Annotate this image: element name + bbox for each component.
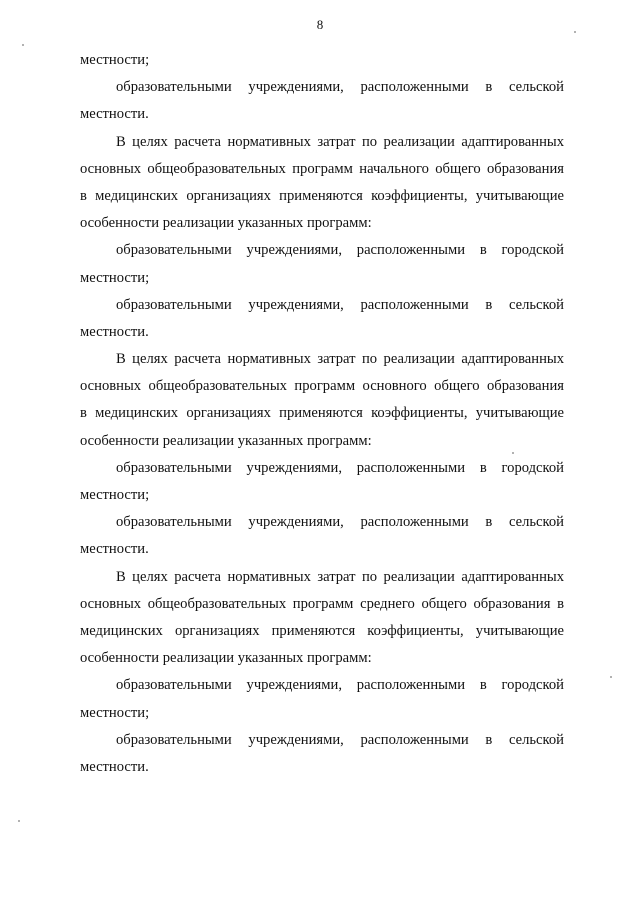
text-line: в медицинских организациях применяются коэффициенты, учитывающие xyxy=(80,187,564,204)
text-line: образовательными учреждениями, расположенными в городской xyxy=(116,242,564,259)
text-line: основных общеобразовательных программ начального общего образования xyxy=(80,160,564,177)
text-line: медицинских организациях применяются коэффициенты, учитывающие xyxy=(80,622,564,639)
text-line: особенности реализации указанных программ: xyxy=(80,650,372,667)
scan-speck xyxy=(18,820,20,822)
text-line: основных общеобразовательных программ основного общего образования xyxy=(80,378,564,395)
text-line: образовательными учреждениями, расположенными в сельской xyxy=(116,514,564,531)
text-line: образовательными учреждениями, расположенными в сельской xyxy=(116,731,564,748)
text-line: образовательными учреждениями, расположенными в сельской xyxy=(116,296,564,313)
text-line: местности; xyxy=(80,52,150,68)
text-line: местности; xyxy=(80,487,150,503)
text-line: местности; xyxy=(80,269,150,286)
document-body xyxy=(80,47,564,781)
text-line: В целях расчета нормативных затрат по реализации адаптированных xyxy=(116,568,564,585)
text-line: местности; xyxy=(80,704,150,721)
text-line: В целях расчета нормативных затрат по реализации адаптированных xyxy=(116,351,564,368)
text-line: местности. xyxy=(80,758,149,775)
scan-speck xyxy=(610,676,612,678)
text-line: в медицинских организациях применяются коэффициенты, учитывающие xyxy=(80,405,564,422)
text-line: местности. xyxy=(80,541,149,558)
scan-speck xyxy=(574,31,576,33)
text-line: основных общеобразовательных программ среднего общего образования в xyxy=(80,595,564,612)
text-line: местности. xyxy=(80,323,149,340)
text-line: образовательными учреждениями, расположенными в городской xyxy=(116,459,564,476)
text-line: В целях расчета нормативных затрат по реализации адаптированных xyxy=(116,133,564,150)
text-line: особенности реализации указанных программ: xyxy=(80,432,372,449)
scan-speck xyxy=(22,44,24,46)
scan-speck xyxy=(512,452,514,454)
text-line: особенности реализации указанных программ: xyxy=(80,215,372,232)
page-number: 8 xyxy=(316,17,324,32)
text-line: образовательными учреждениями, расположенными в сельской xyxy=(116,79,564,96)
text-line: местности. xyxy=(80,106,149,123)
text-line: образовательными учреждениями, расположенными в городской xyxy=(116,677,564,694)
